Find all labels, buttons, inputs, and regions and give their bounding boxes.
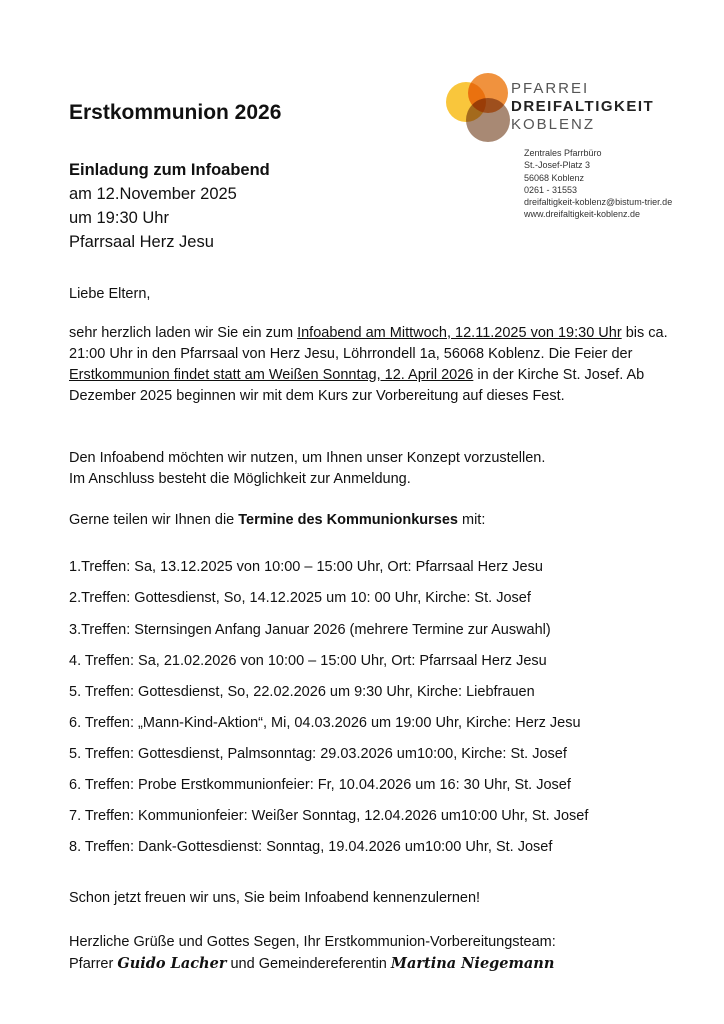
regards-text: Herzliche Grüße und Gottes Segen, Ihr Erstkommunion-Vorbereitungsteam:	[69, 934, 556, 950]
para1-text-c: bis ca. 21:00 Uhr in den Pfarrsaal von Herz Jesu, Löhrrondell 1a, 56068 Koblenz. Die Feier der	[69, 325, 668, 362]
office-email: dreifaltigkeit-koblenz@bistum-trier.de	[524, 197, 673, 208]
office-name: Zentrales Pfarrbüro	[524, 148, 602, 158]
meeting-item: 7. Treffen: Kommunionfeier: Weißer Sonntag, 12.04.2026 um10:00 Uhr, St. Josef	[69, 808, 589, 824]
para2-line-1: Den Infoabend möchten wir nutzen, um Ihnen unser Konzept vorzustellen.	[69, 450, 546, 466]
signature-pastor: Guido Lacher	[117, 955, 227, 972]
meeting-item: 8. Treffen: Dank-Gottesdienst: Sonntag, 19.04.2026 um10:00 Uhr, St. Josef	[69, 839, 553, 855]
paragraph-invitation	[69, 323, 679, 407]
office-city: 56068 Koblenz	[524, 172, 585, 183]
signature-line	[69, 953, 679, 975]
meeting-item: 3.Treffen: Sternsingen Anfang Januar 2026 (mehrere Termine zur Auswahl)	[69, 622, 551, 638]
meeting-item: 5. Treffen: Gottesdienst, Palmsonntag: 29.03.2026 um10:00, Kirche: St. Josef	[69, 746, 567, 762]
paragraph-infoabend	[69, 448, 679, 490]
intro-text-c: mit:	[457, 512, 486, 528]
para1-infoabend-link: Infoabend am Mittwoch, 12.11.2025 von 19:30 Uhr	[297, 325, 622, 341]
logo-line-3: KOBLENZ	[511, 116, 596, 133]
logo-line-1: PFARREI	[511, 80, 590, 97]
intro-text-a: Gerne teilen wir Ihnen die	[69, 512, 239, 528]
para1-text-e: in der Kirche St. Josef. Ab Dezember 2025 beginnen wir mit dem Kurs zur Vorbereitung auf dieses Fest.	[69, 367, 645, 404]
para1-erstkommunion-link: Erstkommunion findet statt am Weißen Sonntag, 12. April 2026	[69, 367, 474, 383]
event-date: am 12.November 2025	[69, 185, 237, 203]
meeting-item: 2.Treffen: Gottesdienst, So, 14.12.2025 um 10: 00 Uhr, Kirche: St. Josef	[69, 590, 531, 606]
signature-text-a: Pfarrer	[69, 956, 118, 972]
signature-text-c: und Gemeindereferentin	[226, 956, 391, 972]
meeting-item: 4. Treffen: Sa, 21.02.2026 von 10:00 – 15:00 Uhr, Ort: Pfarrsaal Herz Jesu	[69, 653, 547, 669]
greeting: Liebe Eltern,	[69, 286, 151, 302]
intro-text-bold: Termine des Kommunionkurses	[238, 512, 458, 528]
meeting-item: 5. Treffen: Gottesdienst, So, 22.02.2026 um 9:30 Uhr, Kirche: Liebfrauen	[69, 684, 535, 700]
meeting-item: 6. Treffen: Probe Erstkommunionfeier: Fr, 10.04.2026 um 16: 30 Uhr, St. Josef	[69, 777, 571, 793]
office-address	[524, 147, 672, 221]
page-title: Erstkommunion 2026	[69, 101, 282, 124]
termine-intro	[69, 510, 679, 531]
event-time: um 19:30 Uhr	[69, 209, 169, 227]
meeting-item: 1.Treffen: Sa, 13.12.2025 von 10:00 – 15:00 Uhr, Ort: Pfarrsaal Herz Jesu	[69, 559, 543, 575]
meeting-item: 6. Treffen: „Mann-Kind-Aktion“, Mi, 04.03.2026 um 19:00 Uhr, Kirche: Herz Jesu	[69, 715, 581, 731]
circles-logo-icon	[444, 70, 514, 144]
parish-logo	[444, 70, 694, 144]
para1-text-a: sehr herzlich laden wir Sie ein zum	[69, 325, 298, 341]
signature-referentin: Martina Niegemann	[390, 955, 555, 972]
office-phone: 0261 - 31553	[524, 184, 578, 195]
closing-text: Schon jetzt freuen wir uns, Sie beim Infoabend kennenzulernen!	[69, 890, 481, 906]
event-heading: Einladung zum Infoabend	[69, 161, 270, 179]
office-street: St.-Josef-Platz 3	[524, 160, 591, 171]
para2-line-2: Im Anschluss besteht die Möglichkeit zur Anmeldung.	[69, 471, 411, 487]
office-web: www.dreifaltigkeit-koblenz.de	[524, 209, 641, 220]
logo-text	[511, 80, 654, 134]
event-location: Pfarrsaal Herz Jesu	[69, 233, 214, 251]
logo-line-2: DREIFALTIGKEIT	[511, 98, 655, 115]
event-info	[69, 158, 270, 254]
